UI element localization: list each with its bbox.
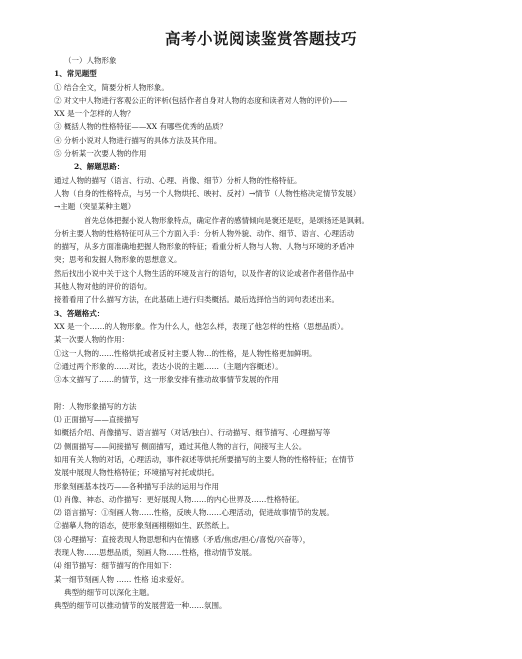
- text-line: 某一次要人物的作用：: [54, 335, 129, 345]
- text-line: →主题（突显某种主题）: [54, 202, 136, 212]
- text-line: ⑤ 分析某一次要人物的作用: [54, 149, 147, 159]
- text-line: XX 是一个……的人物形象。作为什么人，他怎么样，表现了他怎样的性格（思想品质）。: [54, 321, 349, 331]
- text-line: ⑵ 侧面描写——间接描写 侧面描写，通过其他人物的言行，间接写主人公。: [54, 441, 307, 451]
- text-line: 人物（自身的性格特点，与另一个人物烘托、映衬、反衬）→情节（人物性格决定情节发展）: [54, 188, 361, 198]
- text-line: 某一细节刻画人物 …… 性格 追求爱好。: [54, 574, 189, 584]
- text-line: 1、常见题型: [54, 69, 97, 79]
- document-body: [54, 54, 474, 612]
- text-line: 典型的细节可以深化主题。: [64, 587, 154, 597]
- text-line: 如用有关人物的对话，心理活动，事件叙述等烘托所要描写的主要人物的性格特征；在情节: [54, 454, 354, 464]
- text-line: 形象刻画基本技巧——各种描写手法的运用与作用: [54, 481, 219, 491]
- text-line: ② 对文中人物进行客观公正的评析(包括作者自身对人物的态度和读者对人物的评价)——: [54, 95, 348, 105]
- text-line: 其他人物对他的评价的语句。: [54, 282, 152, 292]
- text-line: 通过人物的描写（语言、行动、心理、肖像、细节）分析人物的性格特征。: [54, 175, 302, 185]
- text-line: 分析主要人物的性格特征可从三个方面入手：分析人物外貌、动作、细节、语言、心理活动: [54, 228, 354, 238]
- text-line: 首先总体把握小说人物形象特点，确定作者的感情倾向是褒还是贬，是颂扬还是讽刺。: [84, 215, 369, 225]
- text-line: ⑷ 细节描写：细节描写的作用如下：: [54, 561, 177, 571]
- text-line: ②描摹人物的语态，使形象刻画栩栩如生、跃然纸上。: [54, 521, 234, 531]
- text-line: ①这一人物的……性格烘托或者反衬主要人物…的性格，是人物性格更加鲜明。: [54, 348, 317, 358]
- text-line: ③本文描写了……的情节，这一形象安排有推动故事情节发展的作用: [54, 375, 279, 385]
- text-line: 如概括介绍、肖像描写、语言描写（对话/独白）、行动描写、细节描写、心理描写等: [54, 428, 331, 438]
- text-line: ③ 概括人物的性格特征——XX 有哪些优秀的品质？: [54, 122, 227, 132]
- text-line: 然后找出小说中关于这个人物生活的环境及言行的语句，以及作者的议论或者作者借作品中: [54, 268, 354, 278]
- text-line: 2、解题思路：: [74, 162, 125, 172]
- text-line: 的描写，从多方面准确地把握人物形象的特征；看重分析人物与人物、人物与环境的矛盾冲: [54, 242, 354, 252]
- text-line: ⑶ 心理描写：直接表现人物思想和内在情感（矛盾/焦虑/担心/喜悦/兴奋等），: [54, 534, 311, 544]
- text-line: 3、答题格式：: [54, 308, 105, 318]
- text-line: [54, 386, 474, 399]
- text-line: ⑵ 语言描写：①刻画人物……性格，反映人物……心理活动，促进故事情节的发展。: [54, 508, 334, 518]
- text-line: ②通过两个形象的……对比，表达小说的主题……（主题内容概述）。: [54, 361, 283, 371]
- text-line: 突；思考和发掘人物形象的思想意义。: [54, 255, 182, 265]
- text-line: ⑴ 肖像、神态、动作描写：更好展现人物……的内心世界及……性格特征。: [54, 494, 304, 504]
- text-line: XX 是一个怎样的人物？: [54, 109, 135, 119]
- text-line: ① 结合全文，简要分析人物形象。: [54, 82, 169, 92]
- text-line: 典型的细节可以推动情节的发展营造一种……氛围。: [54, 601, 227, 611]
- document-title: 高考小说阅读鉴赏答题技巧: [164, 29, 357, 48]
- text-line: ⑴ 正面描写——直接描写: [54, 415, 139, 425]
- text-line: ④ 分析小说对人物进行描写的具体方法及其作用。: [54, 135, 222, 145]
- text-line: 表现人物……思想品质，刻画人物……性格，推动情节发展。: [54, 547, 257, 557]
- text-line: 接着看用了什么描写方法，在此基础上进行归类概括。最后选择恰当的词句表述出来。: [54, 295, 339, 305]
- text-line: （一）人物形象: [64, 56, 117, 65]
- text-line: 附：人物形象描写的方法: [54, 401, 137, 411]
- text-line: 发展中展现人物性格特征；环境描写衬托或烘托。: [54, 468, 219, 478]
